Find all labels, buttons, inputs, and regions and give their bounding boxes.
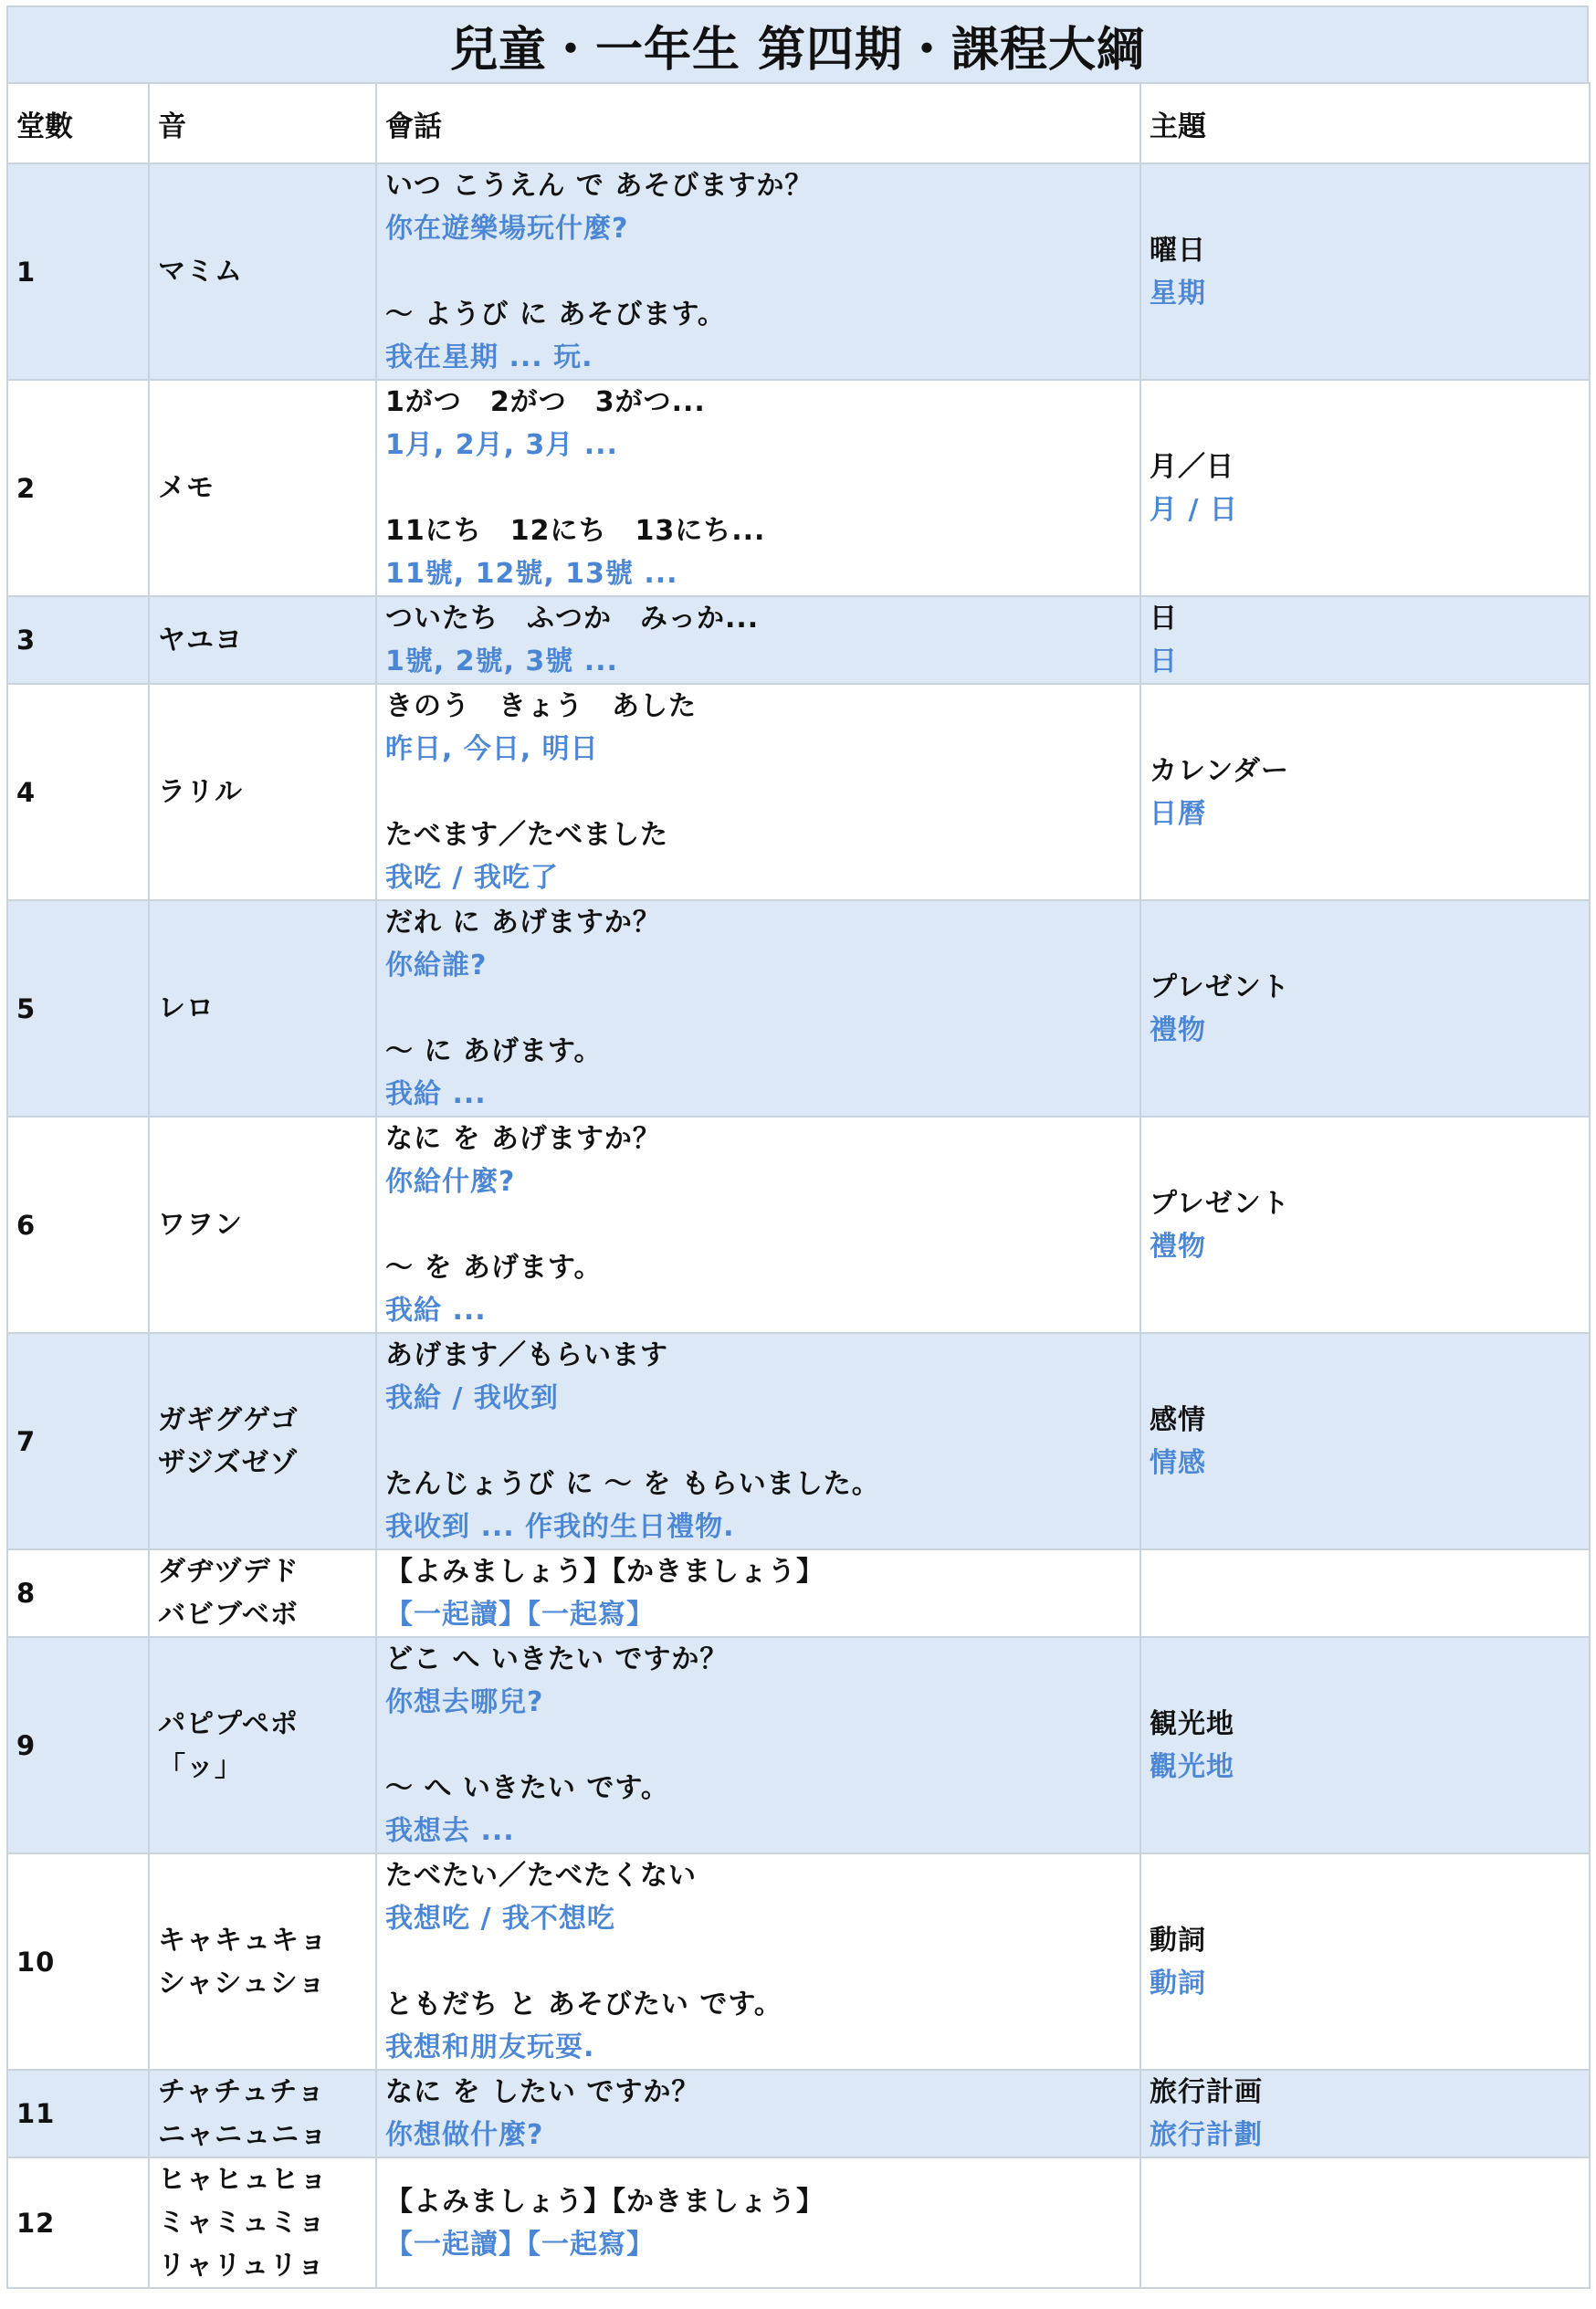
sound-line: ガギグゲゴ: [158, 1403, 299, 1436]
conversation-gloss: 我收到 ... 作我的生日禮物.: [385, 1511, 735, 1543]
conversation-line: たべます／たべました: [385, 819, 668, 851]
theme-gloss: 動詞: [1150, 1967, 1206, 1999]
table-row: [7, 2157, 1590, 2288]
conversation-line: たんじょうび に 〜 を もらいました。: [385, 1468, 880, 1500]
theme-label: 感情: [1150, 1403, 1206, 1436]
theme-cell: [1140, 2157, 1590, 2288]
conversation-line: 【よみましょう】【かきましょう】: [385, 2185, 824, 2218]
theme-gloss: 禮物: [1150, 1013, 1206, 1046]
lesson-number: 10: [7, 1853, 149, 2070]
sound-cell: [149, 1117, 376, 1333]
theme-cell: [1140, 1549, 1590, 1637]
conversation-line: どこ へ いきたい ですか？: [385, 1643, 729, 1675]
table-row: [7, 1333, 1590, 1549]
theme-label: プレゼント: [1150, 971, 1290, 1003]
conversation-gloss: 我想去 ...: [385, 1815, 515, 1847]
conversation-line: [385, 1203, 1131, 1246]
theme-gloss: 日曆: [1150, 797, 1206, 830]
conversation-gloss: 我給 ...: [385, 1295, 487, 1327]
lesson-number: 6: [7, 1117, 149, 1333]
conversation-line: だれ に あげますか？: [385, 907, 661, 939]
theme-cell: [1140, 163, 1590, 380]
conversation-gloss: 1號, 2號, 3號 ...: [385, 645, 618, 677]
conversation-gloss: 我想吃 / 我不想吃: [385, 1903, 615, 1935]
sound-line: メモ: [158, 472, 215, 504]
sound-line: ヒャヒュヒョ: [158, 2164, 328, 2196]
conversation-line: なに を あげますか？: [385, 1123, 661, 1155]
conversation-line: あげます／もらいます: [385, 1339, 668, 1371]
header-row: [7, 83, 1590, 163]
conversation-cell: [376, 380, 1140, 596]
header-sound: 音: [149, 83, 376, 163]
table-row: [7, 2070, 1590, 2157]
conversation-line: [385, 250, 1131, 293]
theme-gloss: 月 / 日: [1150, 493, 1238, 526]
lesson-number: 11: [7, 2070, 149, 2157]
table-row: [7, 163, 1590, 380]
sound-cell: [149, 380, 376, 596]
conversation-gloss: 你給什麼?: [385, 1166, 516, 1198]
title-bar: [6, 5, 1589, 82]
sound-cell: [149, 900, 376, 1117]
theme-cell: [1140, 1117, 1590, 1333]
conversation-gloss: 我給 / 我收到: [385, 1382, 559, 1414]
conversation-line: ついたち ふつか みっか...: [385, 603, 760, 635]
conversation-line: [385, 1940, 1131, 1983]
lesson-number: 8: [7, 1549, 149, 1637]
conversation-line: 〜 に あげます。: [385, 1035, 603, 1067]
conversation-cell: [376, 1117, 1140, 1333]
sound-cell: [149, 163, 376, 380]
sound-line: ワヲン: [158, 1209, 243, 1241]
table-row: [7, 1637, 1590, 1853]
conversation-line: [385, 987, 1131, 1030]
sound-line: ラリル: [158, 776, 243, 808]
lesson-number: 3: [7, 596, 149, 684]
conversation-cell: [376, 900, 1140, 1117]
conversation-gloss: 你在遊樂場玩什麼?: [385, 213, 629, 245]
conversation-gloss: 我吃 / 我吃了: [385, 862, 559, 894]
theme-gloss: 日: [1150, 645, 1178, 677]
conversation-gloss: 1月, 2月, 3月 ...: [385, 429, 618, 461]
theme-cell: [1140, 2070, 1590, 2157]
table-row: [7, 1549, 1590, 1637]
sound-line: バビブベボ: [158, 1599, 299, 1631]
conversation-line: なに を したい ですか？: [385, 2076, 700, 2108]
lesson-number: 7: [7, 1333, 149, 1549]
theme-cell: [1140, 1853, 1590, 2070]
theme-label: 観光地: [1150, 1707, 1234, 1740]
theme-label: 日: [1150, 603, 1178, 635]
theme-cell: [1140, 1333, 1590, 1549]
sound-line: 「ッ」: [158, 1750, 243, 1783]
theme-label: 曜日: [1150, 234, 1206, 267]
conversation-gloss: 11號, 12號, 13號 ...: [385, 558, 678, 590]
sound-line: レロ: [158, 992, 215, 1024]
theme-cell: [1140, 596, 1590, 684]
sound-line: ザジズゼゾ: [158, 1446, 299, 1479]
sound-cell: [149, 1549, 376, 1637]
sound-cell: [149, 2070, 376, 2157]
header-theme: 主題: [1140, 83, 1590, 163]
table-row: [7, 684, 1590, 900]
conversation-cell: [376, 684, 1140, 900]
conversation-line: [385, 467, 1131, 509]
sound-line: マミム: [158, 256, 243, 288]
theme-gloss: 旅行計劃: [1150, 2119, 1263, 2151]
sound-line: リャリュリョ: [158, 2250, 326, 2282]
theme-label: 月／日: [1150, 450, 1234, 483]
sound-cell: [149, 684, 376, 900]
theme-label: プレゼント: [1150, 1187, 1290, 1220]
conversation-line: 〜 を あげます。: [385, 1252, 603, 1284]
conversation-cell: [376, 1853, 1140, 2070]
sound-line: ヤユヨ: [158, 624, 243, 656]
theme-gloss: 禮物: [1150, 1230, 1206, 1263]
table-row: [7, 900, 1590, 1117]
conversation-cell: [376, 1333, 1140, 1549]
sound-line: ミャミュミョ: [158, 2207, 327, 2239]
sound-line: ニャニュニョ: [158, 2119, 328, 2151]
conversation-line: 〜 へ いきたい です。: [385, 1772, 669, 1804]
theme-cell: [1140, 900, 1590, 1117]
conversation-cell: [376, 1637, 1140, 1853]
conversation-line: 11にち 12にち 13にち...: [385, 515, 766, 547]
sound-cell: [149, 1853, 376, 2070]
sound-line: チャチュチョ: [158, 2076, 326, 2108]
theme-cell: [1140, 380, 1590, 596]
theme-gloss: 情感: [1150, 1446, 1206, 1479]
conversation-gloss: 【一起讀】【一起寫】: [385, 1599, 655, 1631]
conversation-line: 〜 ようび に あそびます。: [385, 299, 726, 331]
conversation-cell: [376, 2157, 1140, 2288]
page-title: 兒童・一年生 第四期・課程大綱: [449, 22, 1146, 78]
conversation-line: いつ こうえん で あそびますか？: [385, 170, 814, 202]
conversation-line: ともだち と あそびたい です。: [385, 1989, 782, 2020]
conversation-gloss: 你想去哪兒?: [385, 1686, 544, 1718]
sound-line: シャシュショ: [158, 1967, 327, 1999]
conversation-cell: [376, 2070, 1140, 2157]
conversation-gloss: 【一起讀】【一起寫】: [385, 2228, 655, 2261]
conversation-gloss: 我想和朋友玩耍.: [385, 2031, 595, 2063]
theme-gloss: 星期: [1150, 277, 1206, 310]
conversation-line: [385, 1420, 1131, 1463]
table-row: [7, 596, 1590, 684]
syllabus-table: [6, 82, 1591, 2289]
conversation-line: 【よみましょう】【かきましょう】: [385, 1556, 824, 1588]
conversation-line: きのう きょう あした: [385, 690, 697, 722]
conversation-gloss: 你給誰?: [385, 950, 488, 981]
sound-line: ダヂヅデド: [158, 1556, 299, 1588]
sound-cell: [149, 1333, 376, 1549]
table-row: [7, 1853, 1590, 2070]
conversation-line: たべたい／たべたくない: [385, 1860, 697, 1892]
sound-cell: [149, 2157, 376, 2288]
conversation-gloss: 我給 ...: [385, 1078, 487, 1110]
theme-label: 動詞: [1150, 1924, 1206, 1957]
header-conversation: 會話: [376, 83, 1140, 163]
lesson-number: 12: [7, 2157, 149, 2288]
sound-cell: [149, 596, 376, 684]
theme-label: カレンダー: [1150, 754, 1290, 787]
lesson-number: 4: [7, 684, 149, 900]
table-row: [7, 380, 1590, 596]
theme-cell: [1140, 1637, 1590, 1853]
lesson-number: 2: [7, 380, 149, 596]
conversation-line: [385, 1724, 1131, 1767]
theme-cell: [1140, 684, 1590, 900]
conversation-line: 1がつ 2がつ 3がつ...: [385, 386, 706, 418]
syllabus-sheet: [6, 5, 1589, 2289]
conversation-gloss: 你想做什麼?: [385, 2119, 544, 2151]
conversation-gloss: 昨日, 今日, 明日: [385, 733, 599, 765]
table-row: [7, 1117, 1590, 1333]
lesson-number: 5: [7, 900, 149, 1117]
conversation-cell: [376, 596, 1140, 684]
sound-line: パピプペポ: [158, 1707, 299, 1740]
theme-gloss: 觀光地: [1150, 1750, 1234, 1783]
conversation-cell: [376, 1549, 1140, 1637]
conversation-cell: [376, 163, 1140, 380]
lesson-number: 9: [7, 1637, 149, 1853]
sound-line: キャキュキョ: [158, 1924, 328, 1957]
header-lesson: 堂數: [7, 83, 149, 163]
sound-cell: [149, 1637, 376, 1853]
lesson-number: 1: [7, 163, 149, 380]
theme-label: 旅行計画: [1150, 2076, 1263, 2108]
conversation-line: [385, 771, 1131, 813]
conversation-gloss: 我在星期 ... 玩.: [385, 341, 593, 373]
